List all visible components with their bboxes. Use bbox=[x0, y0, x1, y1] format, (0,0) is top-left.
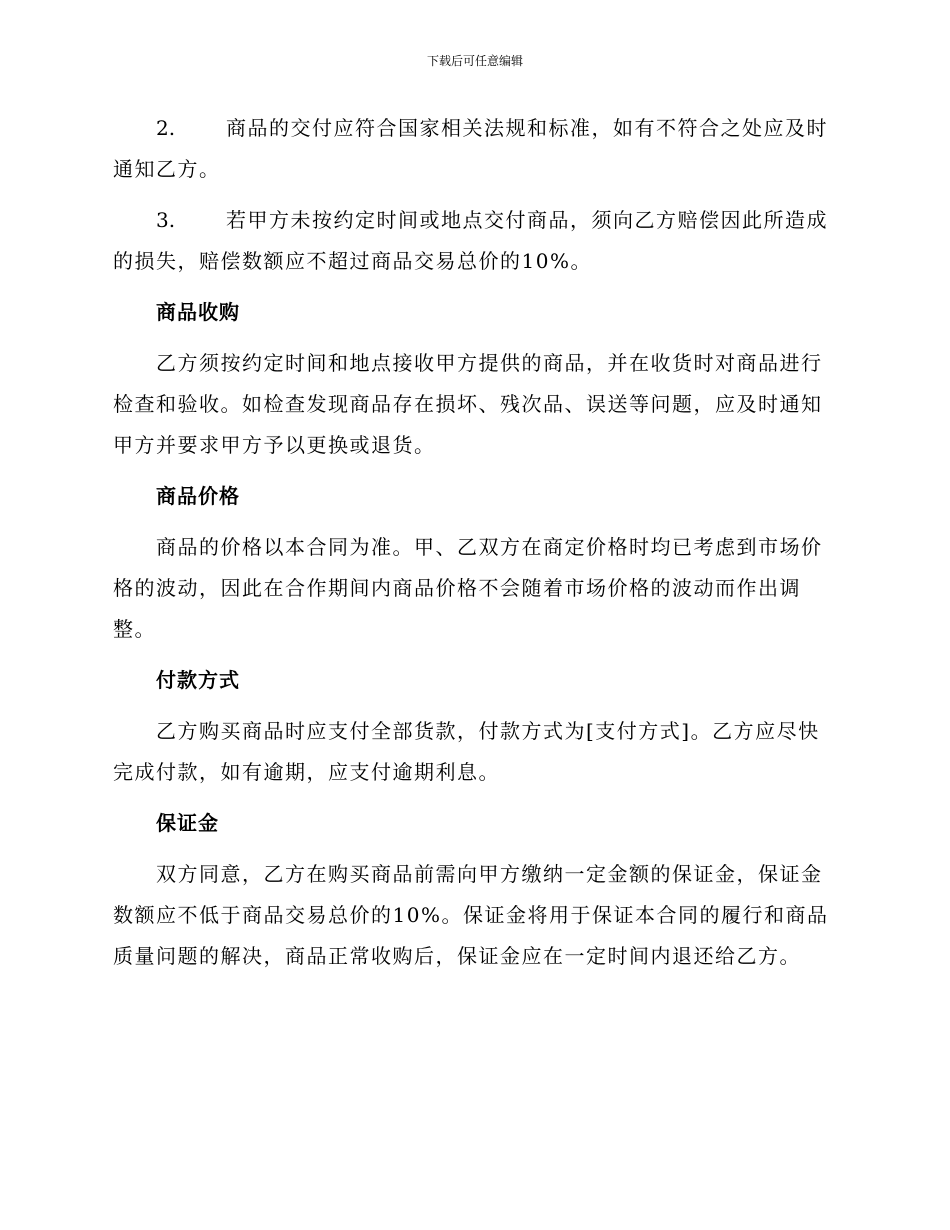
section-body-purchase: 乙方须按约定时间和地点接收甲方提供的商品，并在收货时对商品进行检查和验收。如检查发现商品存在损坏、残次品、误送等问题，应及时通知甲方并要求甲方予以更换或退货。 bbox=[113, 351, 823, 457]
section-body-payment: 乙方购买商品时应支付全部货款，付款方式为[支付方式]。乙方应尽快完成付款，如有逾期，应支付逾期利息。 bbox=[113, 719, 820, 784]
section-heading-deposit: 保证金 bbox=[156, 811, 219, 835]
section-body-price: 商品的价格以本合同为准。甲、乙双方在商定价格时均已考虑到市场价格的波动，因此在合作期间内商品价格不会随着市场价格的波动而作出调整。 bbox=[113, 535, 823, 641]
clause-text: 商品的交付应符合国家相关法规和标准，如有不符合之处应及时通知乙方。 bbox=[113, 116, 828, 181]
clause-text: 若甲方未按约定时间或地点交付商品，须向乙方赔偿因此所造成的损失，赔偿数额应不超过商品交易总价的10%。 bbox=[113, 208, 828, 273]
page-header: 下载后可任意编辑 bbox=[426, 54, 523, 68]
section-heading-payment: 付款方式 bbox=[156, 668, 240, 692]
numbered-clause-2 bbox=[113, 108, 835, 190]
section-heading-purchase: 商品收购 bbox=[156, 300, 240, 324]
clause-number: 3. bbox=[156, 208, 176, 232]
section-heading-price: 商品价格 bbox=[156, 484, 240, 508]
document-body bbox=[113, 108, 835, 987]
clause-number: 2. bbox=[156, 116, 176, 140]
numbered-clause-3 bbox=[113, 200, 835, 282]
section-body-deposit: 双方同意，乙方在购买商品前需向甲方缴纳一定金额的保证金，保证金数额应不低于商品交易总价的10%。保证金将用于保证本合同的履行和商品质量问题的解决，商品正常收购后，保证金应在一定时间内退还给乙方。 bbox=[113, 862, 829, 968]
